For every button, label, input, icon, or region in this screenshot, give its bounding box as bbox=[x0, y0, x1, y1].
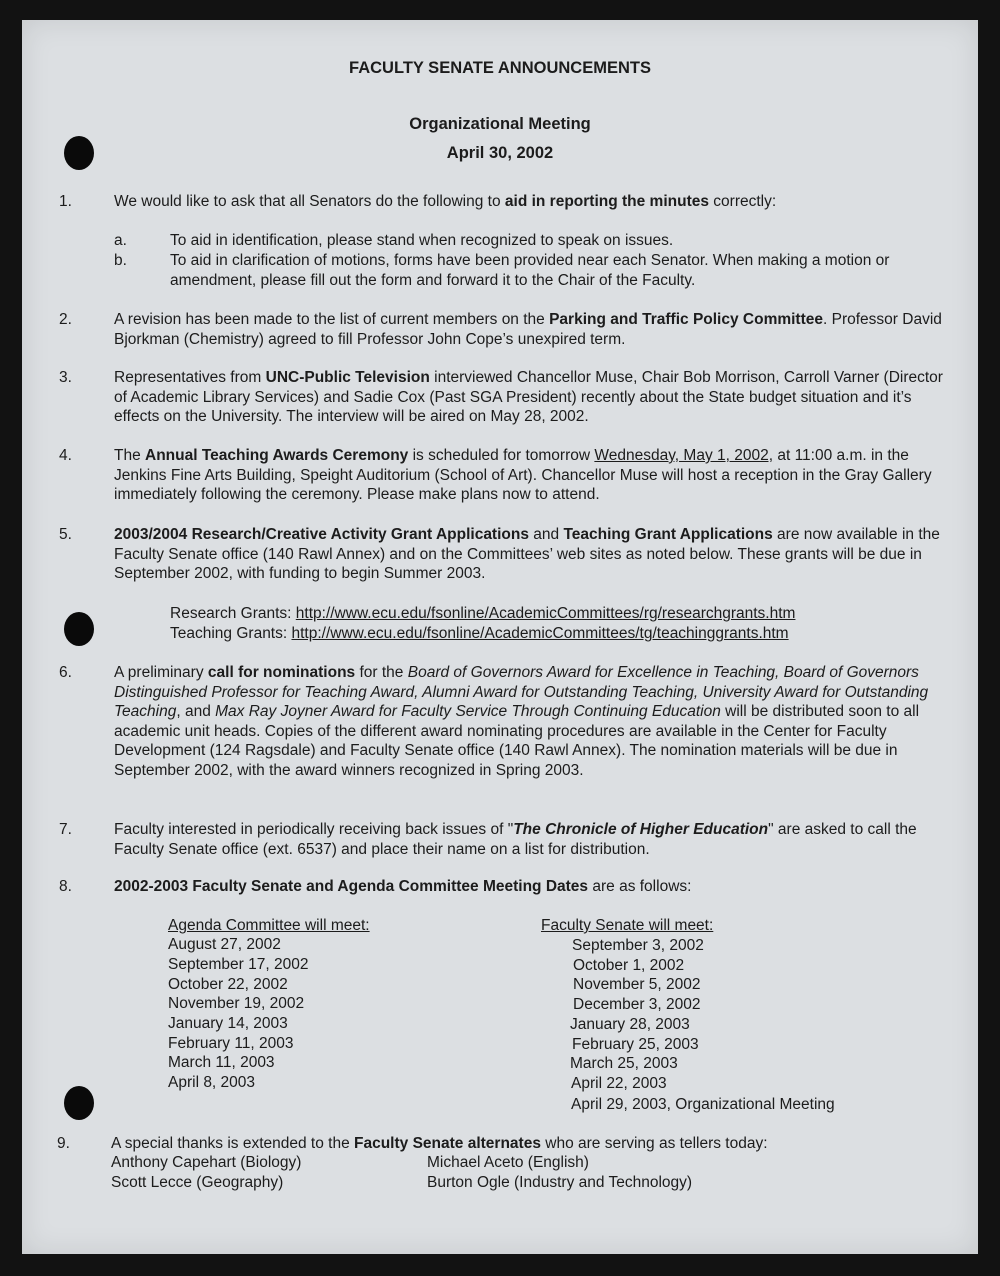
agenda-date: January 14, 2003 bbox=[168, 1015, 288, 1032]
item-number: 6. bbox=[59, 664, 72, 681]
item-number: 8. bbox=[59, 878, 72, 895]
item-number: 7. bbox=[59, 821, 72, 838]
research-grants-line: Research Grants: http://www.ecu.edu/fsonline/AcademicCommittees/rg/researchgrants.htm bbox=[170, 605, 796, 622]
senate-date: February 25, 2003 bbox=[572, 1036, 699, 1053]
teaching-grants-line: Teaching Grants: http://www.ecu.edu/fsonline/AcademicCommittees/tg/teachinggrants.htm bbox=[170, 625, 789, 642]
agenda-date: February 11, 2003 bbox=[168, 1035, 294, 1052]
research-grants-link[interactable]: http://www.ecu.edu/fsonline/AcademicCommittees/rg/researchgrants.htm bbox=[295, 605, 796, 622]
item-5-text: 2003/2004 Research/Creative Activity Grant Applications and Teaching Grant Applications are now available in the Faculty Senate office (140 Rawl Annex) and on the Committees’ web sites as noted below. These grants will be due in September 2002, with funding to begin Summer 2003. bbox=[114, 526, 940, 583]
item-number: 1. bbox=[59, 193, 72, 210]
item-4-text: The Annual Teaching Awards Ceremony is scheduled for tomorrow Wednesday, May 1, 2002, at 11:00 a.m. in the Jenkins Fine Arts Building, Speight Auditorium (School of Art). Chancellor Muse will host a reception in the Gray Gallery immediately following the ceremony. Please make plans now to attend. bbox=[114, 447, 932, 504]
punch-hole bbox=[64, 1086, 94, 1120]
item-number: 5. bbox=[59, 526, 72, 543]
senate-date: April 29, 2003, Organizational Meeting bbox=[571, 1096, 835, 1113]
item-7-text: Faculty interested in periodically receiving back issues of "The Chronicle of Higher Education" are asked to call the Faculty Senate office (ext. 6537) and place their name on a list for distribution. bbox=[114, 821, 917, 858]
teller-name: Burton Ogle (Industry and Technology) bbox=[427, 1174, 693, 1191]
item-3-text: Representatives from UNC-Public Television interviewed Chancellor Muse, Chair Bob Morrison, Carroll Varner (Director of Academic Library Services) and Sadie Cox (Past SGA President) recently about the State budget situation and it’s effects on the University. The interview will be aired on May 28, 2002. bbox=[114, 369, 943, 426]
subitem-label: b. bbox=[114, 252, 127, 269]
agenda-date: August 27, 2002 bbox=[168, 936, 281, 953]
document-title: FACULTY SENATE ANNOUNCEMENTS bbox=[349, 59, 651, 77]
teaching-grants-link[interactable]: http://www.ecu.edu/fsonline/AcademicCommittees/tg/teachinggrants.htm bbox=[291, 625, 789, 642]
item-9-text: A special thanks is extended to the Faculty Senate alternates who are serving as tellers today: bbox=[111, 1135, 768, 1152]
senate-date: September 3, 2002 bbox=[572, 937, 704, 954]
meeting-date: April 30, 2002 bbox=[446, 144, 554, 162]
subitem-label: a. bbox=[114, 232, 127, 249]
agenda-date: April 8, 2003 bbox=[168, 1074, 256, 1091]
teller-name: Michael Aceto (English) bbox=[427, 1154, 589, 1171]
agenda-date: March 11, 2003 bbox=[168, 1054, 275, 1071]
senate-date: November 5, 2002 bbox=[573, 976, 701, 993]
meeting-name: Organizational Meeting bbox=[409, 115, 591, 133]
item-1-text: We would like to ask that all Senators do the following to aid in reporting the minutes correctly: bbox=[114, 193, 777, 210]
senate-date: December 3, 2002 bbox=[573, 996, 701, 1013]
agenda-committee-header: Agenda Committee will meet: bbox=[168, 917, 370, 934]
item-number: 3. bbox=[59, 369, 72, 386]
agenda-date: October 22, 2002 bbox=[168, 976, 288, 993]
subitem-b-text: To aid in clarification of motions, forms have been provided near each Senator. When making a motion or amendment, please fill out the form and forward it to the Chair of the Faculty. bbox=[170, 252, 890, 289]
item-2-text: A revision has been made to the list of current members on the Parking and Traffic Policy Committee. Professor David Bjorkman (Chemistry) agreed to fill Professor John Cope’s unexpired term. bbox=[114, 311, 942, 348]
item-number: 2. bbox=[59, 311, 72, 328]
senate-date: January 28, 2003 bbox=[570, 1016, 690, 1033]
teller-name: Scott Lecce (Geography) bbox=[111, 1174, 284, 1191]
faculty-senate-header: Faculty Senate will meet: bbox=[541, 917, 714, 934]
agenda-date: September 17, 2002 bbox=[168, 956, 309, 973]
senate-date: October 1, 2002 bbox=[573, 957, 685, 974]
item-8-text: 2002-2003 Faculty Senate and Agenda Committee Meeting Dates are as follows: bbox=[114, 878, 692, 895]
agenda-date: November 19, 2002 bbox=[168, 995, 305, 1012]
punch-hole bbox=[64, 612, 94, 646]
subitem-a-text: To aid in identification, please stand when recognized to speak on issues. bbox=[170, 232, 674, 249]
item-number: 4. bbox=[59, 447, 72, 464]
teller-name: Anthony Capehart (Biology) bbox=[111, 1154, 302, 1171]
item-6-text: A preliminary call for nominations for the Board of Governors Award for Excellence in Teaching, Board of Governors Distinguished Professor for Teaching Award, Alumni Award for Outstanding Teaching, University Award for Outstanding Teaching, and Max Ray Joyner Award for Faculty Service Through Continuing Education will be distributed soon to all academic unit heads. Copies of the different award nominating procedures are available in the Center for Faculty Development (124 Ragsdale) and Faculty Senate office (140 Rawl Annex). The nomination materials will be due in September 2002, with the award winners recognized in Spring 2003. bbox=[114, 664, 929, 779]
senate-date: March 25, 2003 bbox=[570, 1055, 678, 1072]
item-number: 9. bbox=[57, 1135, 70, 1152]
senate-date: April 22, 2003 bbox=[571, 1075, 667, 1092]
